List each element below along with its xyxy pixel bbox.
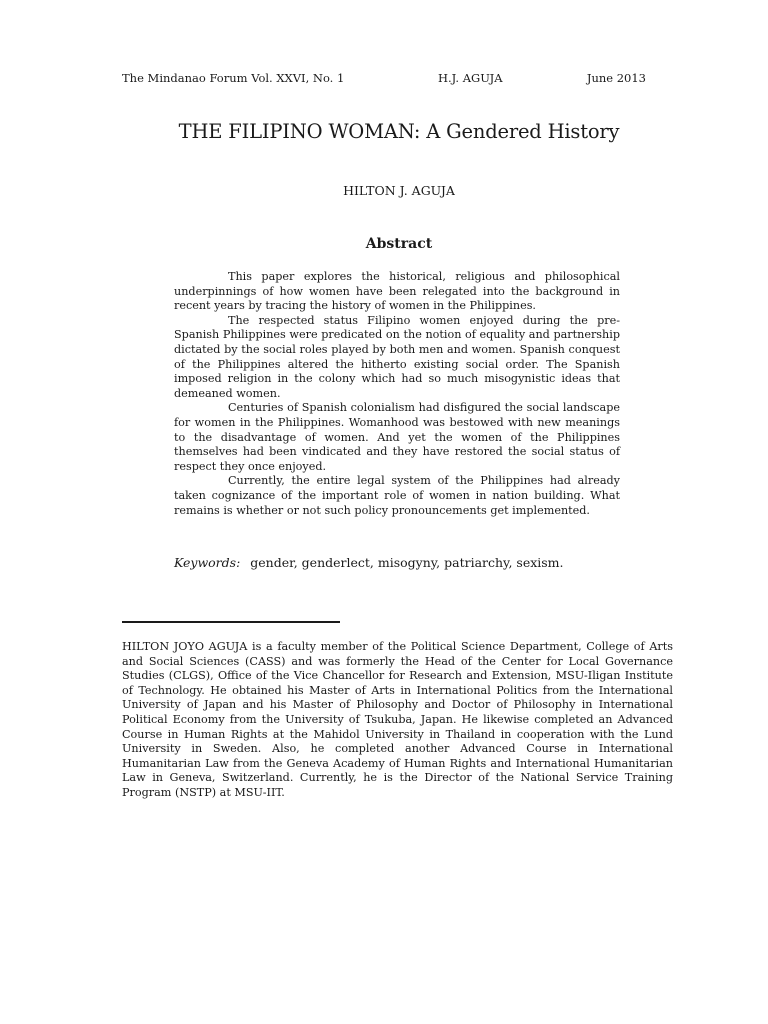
paper-title: THE FILIPINO WOMAN: A Gendered History	[178, 120, 620, 143]
running-head-journal: The Mindanao Forum Vol. XXVI, No. 1	[122, 71, 345, 85]
abstract-paragraph: This paper explores the historical, religious and philosophical underpinnings of how women have been relegated into the background in recent years by tracing the history of women in the Philippines.	[174, 270, 620, 313]
footnote-divider	[122, 621, 340, 623]
abstract-paragraph: The respected status Filipino women enjoyed during the pre-Spanish Philippines were predicated on the notion of equality and partnership dictated by the social roles played by both men and women. Spanish conquest of the Philippines altered the hitherto existing social order. The Spanish imposed religion in the colony which had so much misogynistic ideas that demeaned women.	[174, 313, 620, 400]
abstract-paragraph: Currently, the entire legal system of the Philippines had already taken cognizance of the important role of women in nation building. What remains is whether or not such policy pronouncements get implemented.	[174, 474, 620, 517]
running-head-author: H.J. AGUJA	[438, 71, 503, 85]
running-head	[122, 71, 646, 87]
abstract-body	[174, 270, 620, 518]
keywords-values: gender, genderlect, misogyny, patriarchy, sexism.	[250, 555, 564, 570]
author-byline: HILTON J. AGUJA	[343, 183, 455, 198]
abstract-paragraph: Centuries of Spanish colonialism had disfigured the social landscape for women in the Philippines. Womanhood was bestowed with new meanings to the disadvantage of women. And yet the women of the Philippines themselves had been vindicated and they have restored the social status of respect they once enjoyed.	[174, 401, 620, 473]
running-head-date: June 2013	[586, 71, 646, 85]
keywords	[174, 555, 634, 570]
abstract-heading: Abstract	[365, 236, 433, 252]
author-footnote: HILTON JOYO AGUJA is a faculty member of the Political Science Department, College of Arts and Social Sciences (CASS) and was formerly the Head of the Center for Local Governance Studies (CLGS), Office of the Vice Chancellor for Research and Extension, MSU-Iligan Institute of Technology. He obtained his Master of Arts in International Politics from the International University of Japan and his Master of Philosophy and Doctor of Philosophy in International Political Economy from the University of Tsukuba, Japan. He likewise completed an Advanced Course in Human Rights at the Mahidol University in Thailand in cooperation with the Lund University in Sweden. Also, he completed another Advanced Course in International Humanitarian Law from the Geneva Academy of Human Rights and International Humanitarian Law in Geneva, Switzerland. Currently, he is the Director of the National Service Training Program (NSTP) at MSU-IIT.	[122, 640, 673, 799]
keywords-label: Keywords:	[174, 555, 241, 570]
